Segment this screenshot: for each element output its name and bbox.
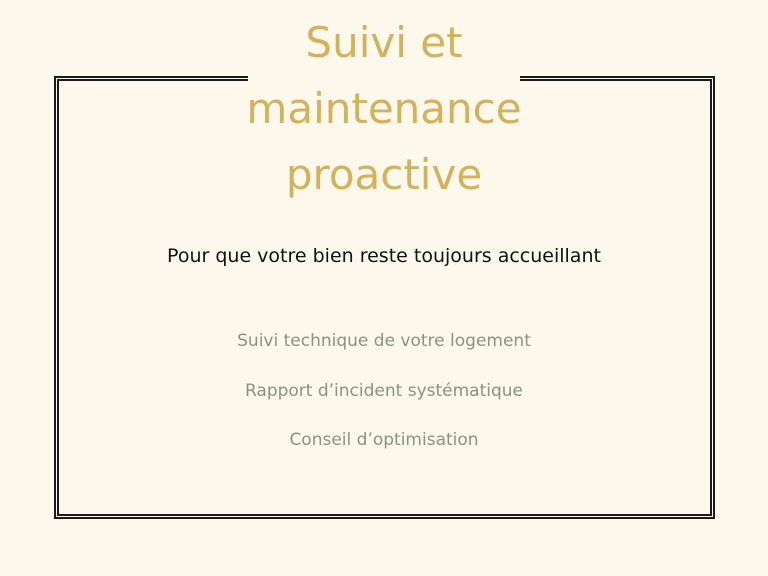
page-title [0,10,768,208]
service-item-optimization-advice: Conseil d’optimisation [289,430,479,450]
services-list [0,328,768,477]
service-item-technical-follow-up: Suivi technique de votre logement [237,331,531,351]
subtitle: Pour que votre bien reste toujours accueillant [167,245,601,267]
service-item-incident-report: Rapport d’incident systématique [244,380,524,401]
title-line-2: maintenance [246,84,522,133]
title-line-3: proactive [285,150,483,199]
title-line-1: Suivi et [305,18,463,67]
